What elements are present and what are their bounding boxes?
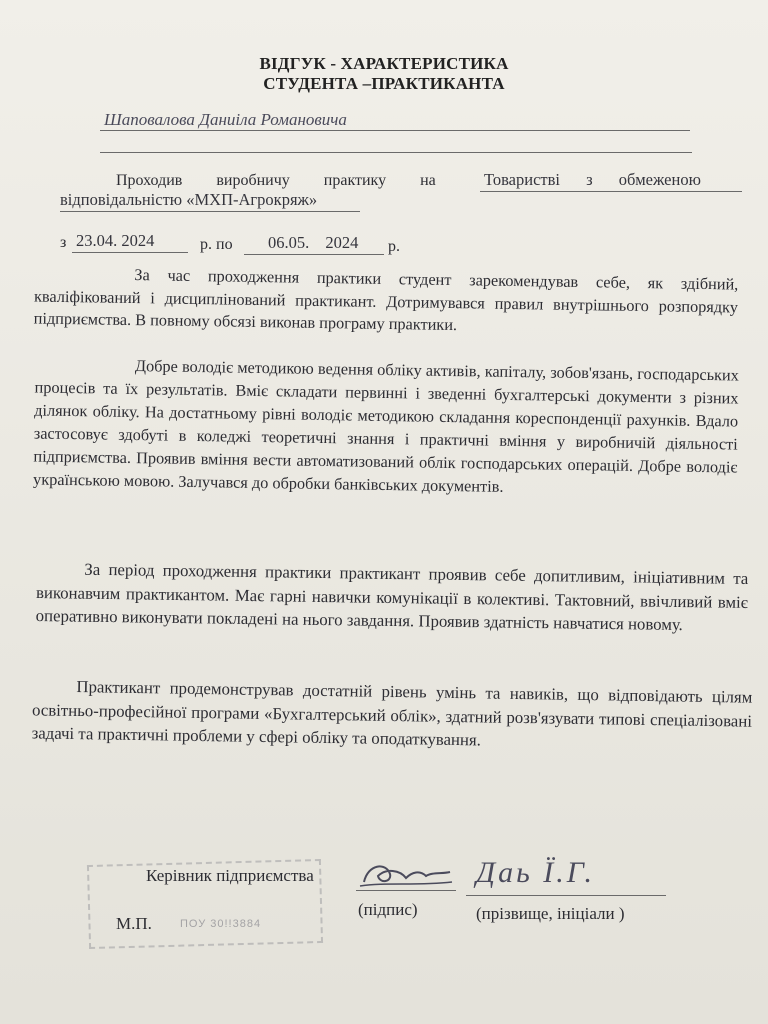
manager-name-handwritten: Даь Ї.Г. bbox=[476, 856, 596, 889]
date-from-underline bbox=[72, 252, 188, 253]
date-from-prefix: з bbox=[60, 234, 67, 251]
signature-mark bbox=[356, 852, 456, 892]
practice-intro: Проходив виробничу практику на bbox=[116, 172, 436, 189]
blank-underline bbox=[100, 152, 692, 153]
place-underline-1 bbox=[480, 191, 742, 192]
date-to-underline bbox=[244, 254, 384, 255]
paragraph-3: За період проходження практики практикант проявив себе допитливим, ініціативним та виконавчим практикантом. Має гарні навички комунікації в колективі. Тактовний, ввічливий вміє оперативно виконувати покладені на нього завдання. Проявив здатність навчатися новому. bbox=[35, 559, 749, 635]
document-title-line1: ВІДГУК - ХАРАКТЕРИСТИКА bbox=[259, 54, 509, 73]
place-underline-2 bbox=[60, 211, 360, 212]
stamp-text: ПОУ 30!!3884 bbox=[180, 918, 262, 930]
paragraph-1: За час проходження практики студент зарекомендував себе, як здібний, кваліфікований і дисциплінований практикант. Дотримувався правил внутрішнього розпорядку підприємства. В повному обсязі виконав програму практики. bbox=[33, 265, 739, 335]
name-underline bbox=[100, 130, 690, 131]
name-caption: (прізвище, ініціали ) bbox=[476, 904, 625, 923]
paragraph-2: Добре володіє методикою ведення обліку активів, капіталу, зобов'язань, господарських процесів та їх результатів. Вміє складати первинні і зведенні бухгалтерські документи з різних ділянок обліку. На достатньому рівні володіє методикою складання кореспонденції рахунків. Вдало застосовує здобуті в коледжі теоретичні знання і практичні вміння у виробничій діяльності підприємства. Проявив вміння вести автоматизований облік господарських операцій. Добре володіє українською мовою. Залучався до обробки банківських документів. bbox=[32, 356, 740, 496]
seal-label: М.П. bbox=[116, 914, 152, 933]
practice-place-2: відповідальністю «МХП-Агрокряж» bbox=[60, 190, 318, 209]
date-end-text: р. bbox=[388, 238, 400, 255]
date-from: 23.04. 2024 bbox=[76, 231, 155, 250]
paragraph-4: Практикант продемонстрував достатній рівень умінь та навиків, що відповідають цілям освітньо-професійної програми «Бухгалтерський облік», здатний розв'язувати типові спеціалізовані задачі та практичні проблеми у сфері обліку та оподаткування. bbox=[31, 677, 753, 750]
date-to: 06.05. 2024 bbox=[268, 233, 359, 252]
date-mid-text: р. по bbox=[200, 236, 233, 253]
practice-place-1: Товаристві з обмеженою bbox=[484, 170, 701, 189]
student-name: Шаповалова Даниіла Романовича bbox=[104, 110, 347, 129]
signature-underline bbox=[356, 890, 456, 891]
document-title-line2: СТУДЕНТА –ПРАКТИКАНТА bbox=[263, 74, 505, 93]
signature-caption: (підпис) bbox=[358, 900, 418, 919]
name-sign-underline bbox=[466, 895, 666, 896]
manager-label: Керівник підприємства bbox=[146, 866, 314, 885]
